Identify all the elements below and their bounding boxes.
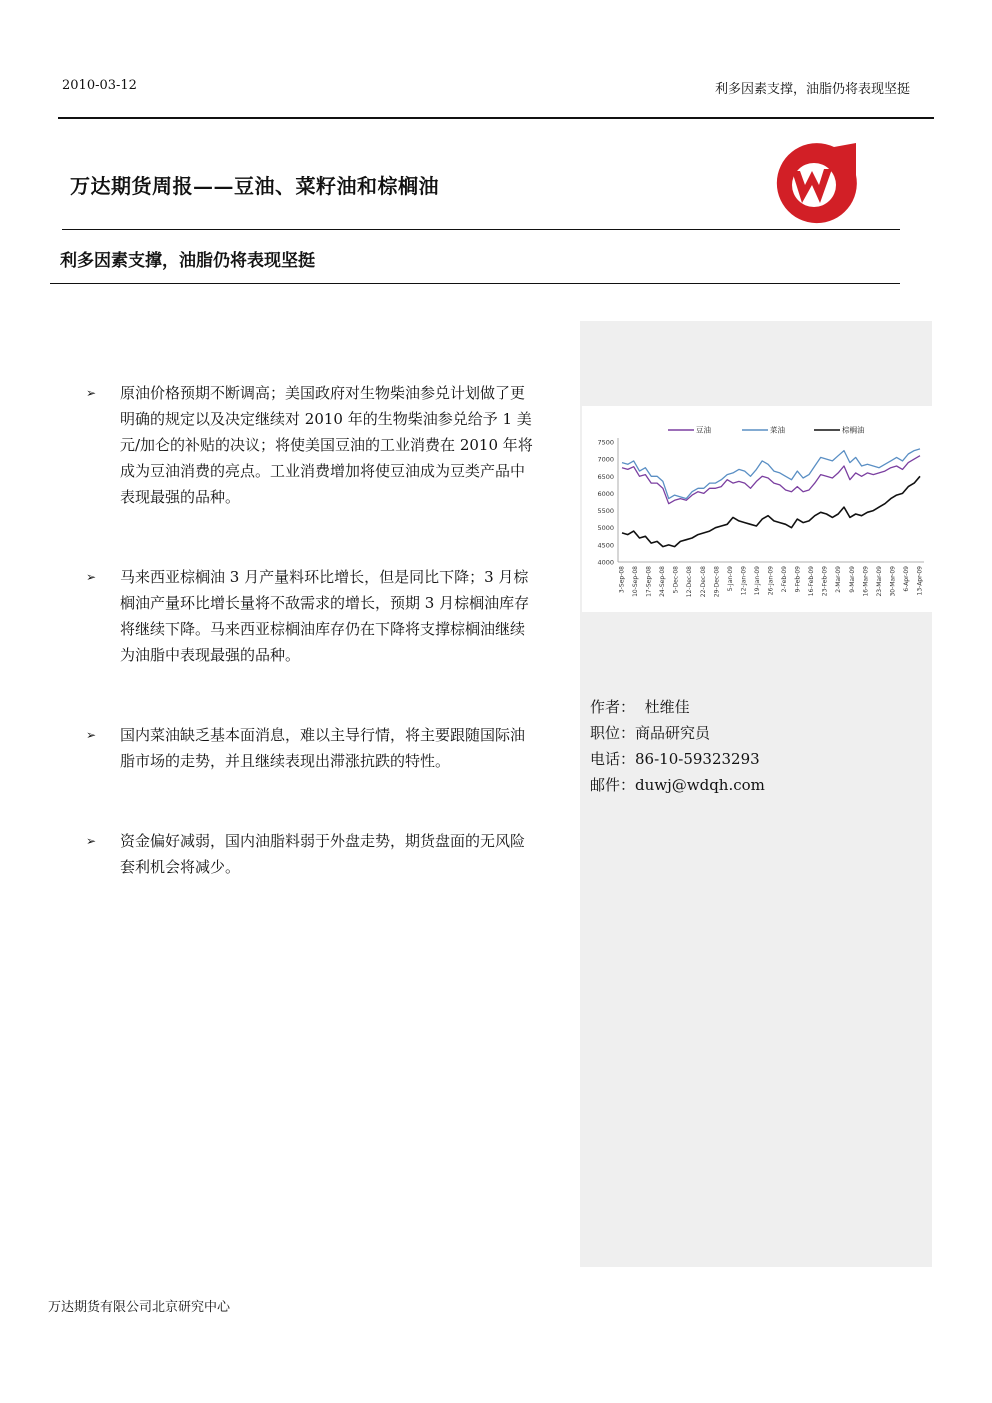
- bullet-arrow-icon: ➢: [86, 834, 97, 848]
- key-point: [86, 722, 536, 774]
- author-info: [590, 694, 765, 798]
- x-tick-label: 23-Feb-09: [821, 566, 829, 597]
- subtitle-divider: [50, 283, 900, 284]
- x-tick-label: 17-Sep-08: [645, 566, 653, 597]
- header-date: 2010-03-12: [62, 78, 137, 93]
- x-tick-label: 19-Jan-09: [753, 566, 761, 596]
- legend-label: 菜油: [770, 425, 785, 435]
- key-point-text: 国内菜油缺乏基本面消息，难以主导行情，将主要跟随国际油脂市场的走势，并且继续表现出滞涨抗跌的特性。: [120, 726, 526, 770]
- x-tick-label: 29-Dec-08: [713, 566, 721, 598]
- key-point-text: 马来西亚棕榈油 3 月产量料环比增长，但是同比下降；3 月棕榈油产量环比增长量将不敌需求的增长，预期 3 月棕榈油库存将继续下降。马来西亚棕榈油库存仍在下降将支撑棕榈油继续为油脂中表现最强的品种。: [120, 568, 530, 664]
- x-tick-label: 23-Mar-09: [875, 566, 883, 597]
- x-tick-label: 9-Mar-09: [848, 566, 856, 593]
- author-email-label: 邮件：: [590, 776, 636, 794]
- key-point: [86, 380, 536, 510]
- y-tick-label: 7000: [597, 455, 614, 464]
- series-line: [622, 476, 920, 546]
- y-tick-label: 5000: [597, 524, 614, 533]
- bullet-arrow-icon: ➢: [86, 728, 97, 742]
- y-tick-label: 4500: [597, 541, 614, 550]
- author-name-label: 作者：: [590, 698, 636, 716]
- x-tick-label: 26-Jan-09: [767, 566, 775, 596]
- author-phone-label: 电话：: [590, 750, 636, 768]
- x-tick-label: 30-Mar-09: [889, 566, 897, 597]
- author-email-row: [590, 772, 765, 798]
- report-title: 万达期货周报——豆油、菜籽油和棕榈油: [70, 174, 439, 198]
- report-subtitle: 利多因素支撑，油脂仍将表现坚挺: [60, 251, 315, 271]
- x-tick-label: 5-Jan-09: [726, 566, 734, 592]
- footer-company: 万达期货有限公司北京研究中心: [48, 1300, 231, 1315]
- x-tick-label: 12-Dec-08: [686, 566, 694, 598]
- author-name-row: [590, 694, 765, 720]
- author-title-label: 职位：: [590, 724, 636, 742]
- x-tick-label: 13-Apr-09: [916, 566, 924, 596]
- title-divider: [62, 229, 900, 230]
- x-tick-label: 9-Feb-09: [794, 566, 802, 593]
- company-logo: [772, 141, 862, 225]
- bullet-arrow-icon: ➢: [86, 570, 97, 584]
- legend-label: 豆油: [696, 425, 711, 435]
- author-name: 杜维佳: [644, 698, 690, 716]
- header-report-title: 利多因素支撑，油脂仍将表现坚挺: [714, 82, 910, 97]
- y-tick-label: 6500: [597, 472, 614, 481]
- key-point: [86, 828, 536, 880]
- x-tick-label: 6-Apr-09: [902, 566, 910, 592]
- y-tick-label: 6000: [597, 489, 614, 498]
- x-tick-label: 24-Sep-08: [659, 566, 667, 597]
- x-tick-label: 22-Dec-08: [699, 566, 707, 598]
- author-title-row: [590, 720, 765, 746]
- author-phone-row: [590, 746, 765, 772]
- y-tick-label: 7500: [597, 438, 614, 447]
- key-point-text: 资金偏好减弱，国内油脂料弱于外盘走势，期货盘面的无风险套利机会将减少。: [120, 832, 526, 876]
- x-tick-label: 16-Mar-09: [862, 566, 870, 597]
- y-tick-label: 5500: [597, 507, 614, 516]
- price-chart: [582, 406, 932, 612]
- x-tick-label: 2-Feb-09: [781, 566, 789, 593]
- author-phone: 86-10-59323293: [635, 750, 760, 768]
- x-tick-label: 5-Dec-08: [672, 566, 680, 594]
- x-tick-label: 10-Sep-08: [632, 566, 640, 597]
- bullet-arrow-icon: ➢: [86, 386, 97, 400]
- header-divider: [58, 117, 934, 119]
- x-tick-label: 16-Feb-09: [808, 566, 816, 597]
- legend-label: 棕榈油: [842, 425, 865, 435]
- price-chart-svg: [582, 406, 932, 612]
- key-points: [86, 380, 536, 880]
- x-tick-label: 3-Sep-08: [618, 566, 626, 594]
- key-point-text: 原油价格预期不断调高；美国政府对生物柴油参兑计划做了更明确的规定以及决定继续对 2010 年的生物柴油参兑给予 1 美元/加仑的补贴的决议；将使美国豆油的工业消费在 2010 年将成为豆油消费的亮点。工业消费增加将使豆油成为豆类产品中表现最强的品种。: [120, 384, 533, 506]
- key-point: [86, 564, 536, 668]
- y-tick-label: 4000: [597, 558, 614, 567]
- x-tick-label: 2-Mar-09: [835, 566, 843, 593]
- x-tick-label: 12-Jan-09: [740, 566, 748, 596]
- author-email[interactable]: duwj@wdqh.com: [635, 776, 765, 794]
- series-line: [622, 456, 920, 504]
- author-title: 商品研究员: [635, 724, 711, 742]
